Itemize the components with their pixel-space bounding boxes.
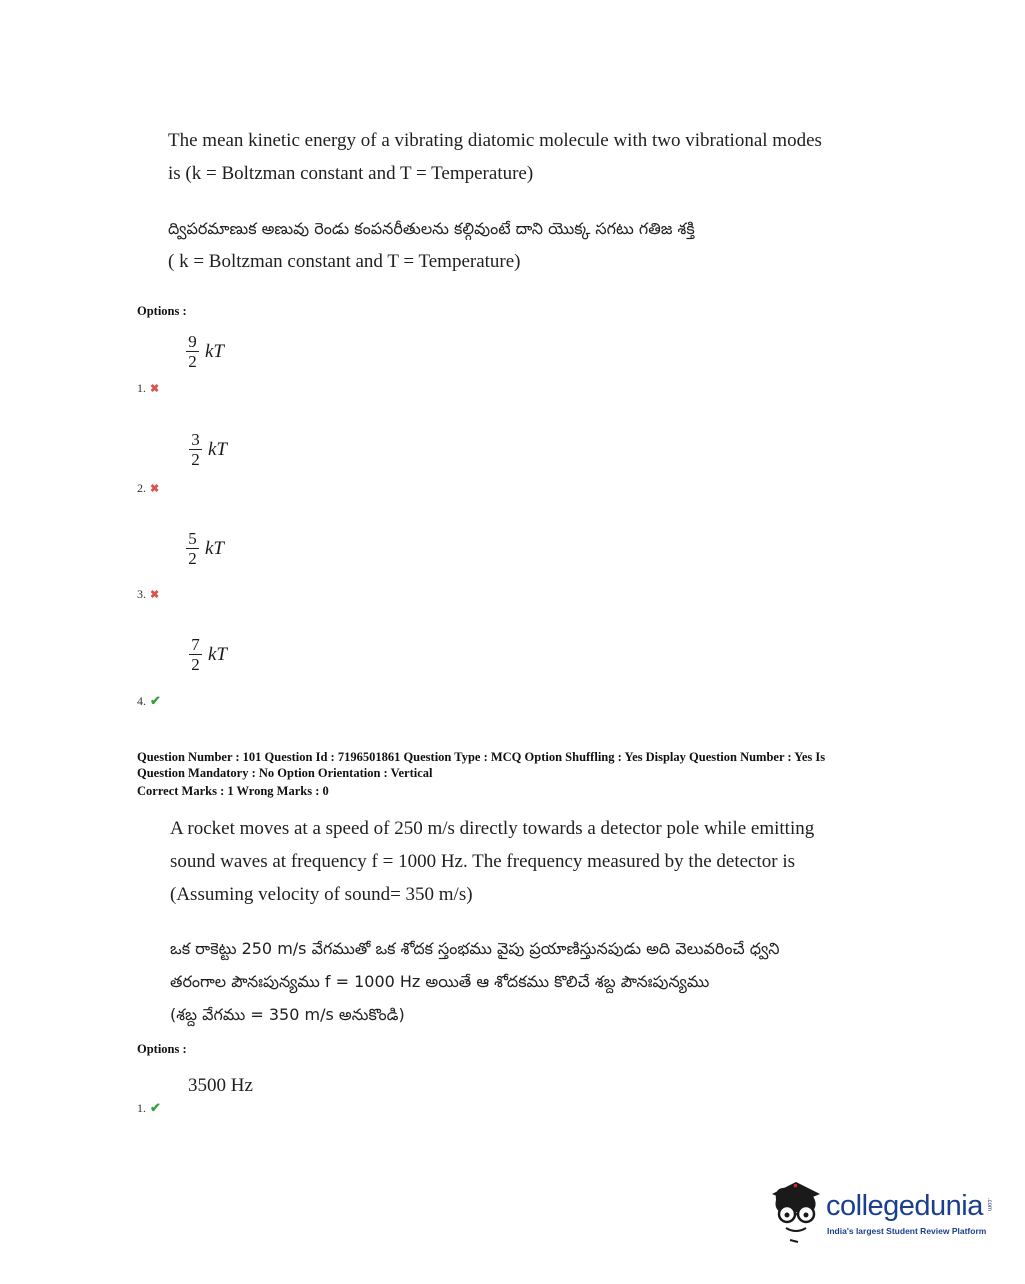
option-number: 4.	[137, 693, 146, 708]
option-4-number	[137, 693, 161, 709]
option-3-formula[interactable]	[186, 529, 224, 568]
option-number: 3.	[137, 587, 146, 601]
option-2-formula[interactable]	[189, 430, 227, 469]
option-4-formula[interactable]	[189, 635, 227, 674]
denominator: 2	[188, 352, 197, 371]
question-line: A rocket moves at a speed of 250 m/s directly towards a detector pole while emitting	[170, 818, 815, 839]
options-label: Options :	[137, 304, 187, 318]
wrong-mark-icon: ✖	[150, 483, 160, 495]
brand-tagline: India's largest Student Review Platform	[827, 1226, 987, 1236]
question-line: is (k = Boltzman constant and T = Temperature)	[168, 163, 534, 184]
question-line: sound waves at frequency f = 1000 Hz. The frequency measured by the detector is	[170, 851, 796, 872]
metadata-line: Question Number : 101 Question Id : 7196501861 Question Type : MCQ Option Shuffling : Yes Display Question Number : Yes Is	[137, 750, 826, 764]
numerator: 9	[188, 332, 197, 351]
option-1-number	[137, 1100, 161, 1116]
question-text-telugu	[168, 212, 695, 278]
option-1-text[interactable]: 3500 Hz	[188, 1075, 253, 1096]
brand-name: collegedunia	[826, 1190, 983, 1222]
denominator: 2	[191, 450, 200, 469]
option-3-number	[137, 587, 159, 602]
metadata-line: Question Mandatory : No Option Orientation : Vertical	[137, 766, 433, 780]
fraction	[186, 332, 199, 371]
denominator: 2	[191, 655, 200, 674]
fraction	[189, 635, 202, 674]
question-line: ద్విపరమాణుక అణువు రెండు కంపనరీతులను కల్గివుంటే దాని యొక్క సగటు గతిజ శక్తి	[168, 219, 695, 238]
unit: kT	[208, 643, 227, 665]
option-2-number	[137, 481, 159, 496]
option-1-formula[interactable]	[186, 332, 224, 371]
question-text-english	[168, 124, 822, 190]
wrong-mark-icon: ✖	[150, 589, 160, 601]
question-line: (శబ్ద వేగము = 350 m/s అనుకొండి)	[170, 1005, 405, 1024]
check-mark-icon: ✔	[150, 693, 161, 708]
option-number: 1.	[137, 381, 146, 395]
metadata-line: Correct Marks : 1 Wrong Marks : 0	[137, 784, 329, 798]
student-mascot-icon	[766, 1176, 826, 1244]
denominator: 2	[188, 549, 197, 568]
numerator: 3	[191, 430, 200, 449]
fraction	[189, 430, 202, 469]
question-text-telugu	[170, 932, 780, 1031]
options-label: Options :	[137, 1042, 187, 1056]
wrong-mark-icon: ✖	[150, 383, 160, 395]
collegedunia-logo	[766, 1176, 996, 1248]
fraction	[186, 529, 199, 568]
numerator: 7	[191, 635, 200, 654]
question-metadata	[137, 749, 897, 799]
brand-suffix: .com	[986, 1198, 992, 1212]
unit: kT	[205, 537, 224, 559]
question-line: ( k = Boltzman constant and T = Temperature)	[168, 251, 521, 272]
numerator: 5	[188, 529, 197, 548]
check-mark-icon: ✔	[150, 1100, 161, 1115]
question-line: తరంగాల పౌనఃపున్యము f = 1000 Hz అయితే ఆ శోదకము కొలిచే శబ్ద పౌనఃపున్యము	[170, 972, 710, 991]
question-line: (Assuming velocity of sound= 350 m/s)	[170, 884, 473, 905]
option-1-number	[137, 381, 159, 396]
question-line: The mean kinetic energy of a vibrating diatomic molecule with two vibrational modes	[168, 130, 822, 151]
question-text-english	[170, 812, 814, 911]
question-line: ఒక రాకెట్టు 250 m/s వేగముతో ఒక శోదక స్తంభము వైపు ప్రయాణిస్తునపుడు అది వెలువరించే ధ్వని	[170, 939, 780, 958]
option-number: 1.	[137, 1100, 146, 1115]
unit: kT	[205, 340, 224, 362]
unit: kT	[208, 438, 227, 460]
option-number: 2.	[137, 481, 146, 495]
